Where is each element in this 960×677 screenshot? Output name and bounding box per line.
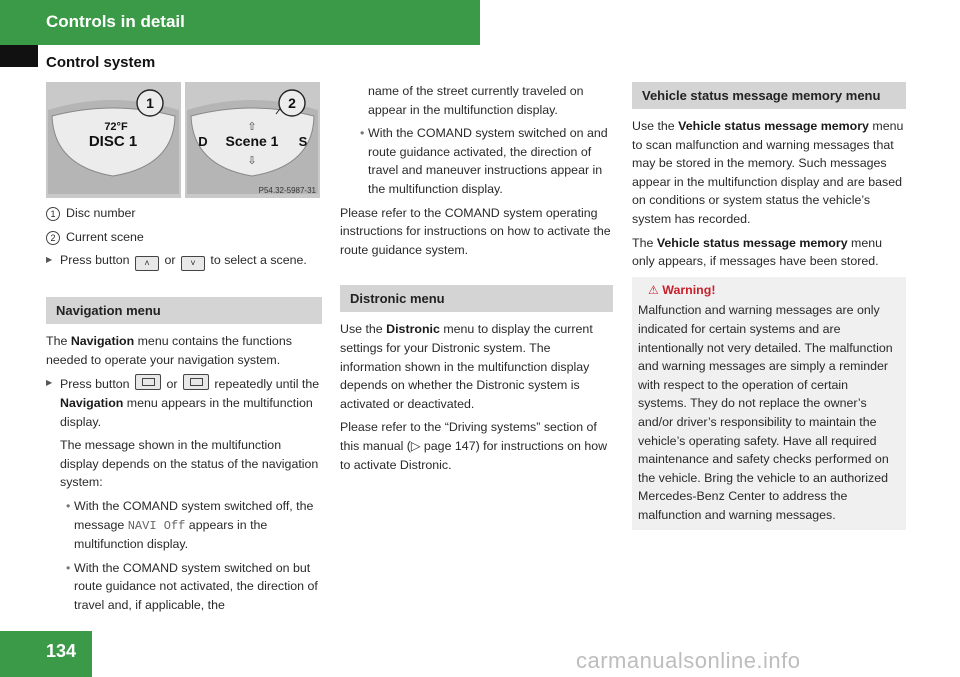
page-number-badge xyxy=(0,631,92,677)
warning-box xyxy=(632,277,906,531)
distronic-intro: Use the Distronic menu to display the current settings for your Distronic system. The information shown in the multifunction display depends on whether the Distronic system is activated or deactivated. xyxy=(340,322,593,411)
vehicle-status-note: The Vehicle status message memory menu only appears, if messages have been stored. xyxy=(632,235,883,269)
display-right-char: S xyxy=(298,134,308,149)
status-guidance-off-cont: name of the street currently traveled on appear in the multifunction display. xyxy=(368,84,584,117)
section-marker xyxy=(0,45,38,67)
legend-item xyxy=(46,204,322,223)
legend-item xyxy=(46,228,322,247)
navigation-intro: The Navigation menu contains the functions needed to operate your navigation system. xyxy=(46,334,292,367)
instruction-scene: ▶ Press button ˄ or ˅ to select a scene. xyxy=(46,251,322,271)
column-3 xyxy=(632,82,906,530)
legend-number: 2 xyxy=(46,231,60,245)
figure-code: P54.32-5987-31 xyxy=(258,186,316,195)
column-1 xyxy=(46,204,322,620)
warning-header xyxy=(638,281,900,300)
status-guidance-off: • With the COMAND system switched on but route guidance not activated, the direction of travel and, if applicable, the xyxy=(46,559,322,615)
navigation-menu-heading: Navigation menu xyxy=(46,297,322,324)
figure-svg xyxy=(46,82,320,198)
distronic-menu-heading: Distronic menu xyxy=(340,285,613,312)
callout-2: 2 xyxy=(288,95,296,111)
disc-readout: DISC 1 xyxy=(88,133,138,150)
section-title: Control system xyxy=(46,54,156,71)
menu-left-button-icon xyxy=(135,374,161,390)
scene-readout: Scene 1 xyxy=(225,133,279,149)
menu-right-button-icon xyxy=(183,374,209,390)
temp-readout: 72°F xyxy=(104,121,128,133)
chevron-up-button-icon: ˄ xyxy=(135,256,159,271)
chapter-header xyxy=(0,0,480,45)
warning-triangle-icon: ⚠ xyxy=(648,282,659,297)
column-2 xyxy=(340,82,613,479)
instruction-navigation: ▶ Press button or repeatedly until the Navigation menu appears in the multifunction display. xyxy=(46,374,322,431)
navigation-status-note: The message shown in the multifunction display depends on the status of the navigation system: xyxy=(60,438,319,490)
comand-refer-note: Please refer to the COMAND system operating instructions for instructions on how to activate the route guidance system. xyxy=(340,205,611,257)
vehicle-status-heading: Vehicle status message memory menu xyxy=(632,82,906,109)
legend-text: Current scene xyxy=(66,229,144,244)
legend-number: 1 xyxy=(46,207,60,221)
chapter-title: Controls in detail xyxy=(46,12,185,31)
status-comand-off: • With the COMAND system switched off, the message NAVI Off appears in the multifunction display. xyxy=(46,497,322,554)
navi-off-message: NAVI Off xyxy=(127,518,186,533)
warning-text: Malfunction and warning messages are only indicated for certain systems and are intentionally not very detailed. The malfunction and warning messages are simply a reminder with respect to the operation of certain systems. They do not replace the owner’s and/or driver’s responsibility to maintain the vehicle’s operating safety. Have all required maintenance and safety checks performed on the vehicle. Bring the vehicle to an authorized Mercedes-Benz Center to address the malfunction and warning messages. xyxy=(638,303,893,522)
page-number: 134 xyxy=(46,641,77,661)
legend-text: Disc number xyxy=(66,206,136,220)
callout-1: 1 xyxy=(146,95,154,111)
down-arrow-icon: ⇩ xyxy=(247,155,257,167)
display-left-char: D xyxy=(198,134,208,149)
distronic-refer-note: Please refer to the “Driving systems” section of this manual (▷ page 147) for instructions on how to activate Distronic. xyxy=(340,420,608,472)
vehicle-status-intro: Use the Vehicle status message memory menu to scan malfunction and warning messages that may be stored in the memory. Such messages appear in the multifunction display and are based on conditions or system status the vehicle’s system has recorded. xyxy=(632,119,904,226)
status-guidance-on: • With the COMAND system switched on and route guidance activated, the direction of travel and maneuver instructions appear in the multifunction display. xyxy=(340,124,613,198)
display-figure xyxy=(46,82,320,198)
chevron-down-button-icon: ˅ xyxy=(181,256,205,271)
up-arrow-icon: ⇧ xyxy=(247,121,257,133)
watermark: carmanualsonline.info xyxy=(576,648,801,673)
warning-title: Warning! xyxy=(662,282,716,297)
